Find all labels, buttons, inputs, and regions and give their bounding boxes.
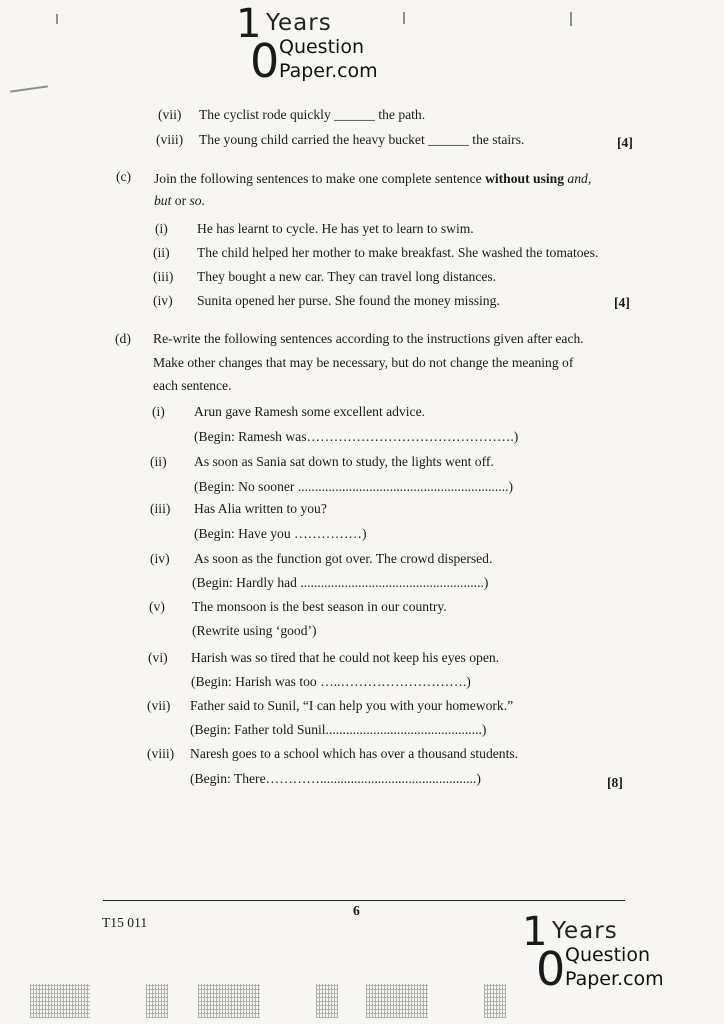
logo-line-question: Question — [565, 944, 650, 966]
section-d-instruction-3: each sentence. — [153, 378, 232, 393]
item-d-iii-hint: (Begin: Have you ……………) — [194, 526, 367, 541]
instruction-emphasis: without using — [485, 171, 568, 186]
logo-line-question: Question — [279, 36, 364, 58]
scan-mark — [570, 12, 572, 26]
logo-line-years: Years — [266, 10, 332, 36]
item-d-viii-hint: (Begin: There…………..............................................) — [190, 771, 481, 786]
scan-noise — [484, 984, 506, 1018]
item-c-ii-num: (ii) — [153, 245, 170, 260]
scan-noise — [30, 984, 90, 1018]
instruction-word-or: or — [171, 193, 190, 208]
item-d-i-text: Arun gave Ramesh some excellent advice. — [194, 404, 426, 419]
scan-noise — [316, 984, 338, 1018]
item-d-v-hint: (Rewrite using ‘good’) — [192, 623, 317, 638]
item-d-vi-num: (vi) — [148, 650, 168, 665]
instruction-word-and: and, — [567, 171, 592, 186]
item-b-vii-num: (vii) — [158, 107, 182, 122]
site-logo-bottom — [522, 909, 692, 1002]
item-b-viii-num: (viii) — [156, 132, 184, 147]
item-d-i-num: (i) — [152, 404, 165, 419]
item-c-i-num: (i) — [155, 221, 168, 236]
section-c-instruction-line2 — [154, 192, 205, 209]
item-c-iii-num: (iii) — [153, 269, 174, 284]
scan-mark — [56, 14, 58, 24]
item-b-viii-text: The young child carried the heavy bucket ______ the stairs. — [199, 132, 525, 147]
item-d-vi-text: Harish was so tired that he could not keep his eyes open. — [191, 650, 500, 665]
item-d-ii-hint: (Begin: No sooner ..............................................................) — [194, 479, 514, 494]
marks-c: [4] — [614, 295, 630, 310]
section-d-instruction-1: Re-write the following sentences according to the instructions given after each. — [153, 331, 584, 346]
logo-line-paper: Paper.com — [565, 968, 664, 990]
scan-noise — [146, 984, 168, 1018]
item-d-vi-hint: (Begin: Harish was too …..……………………….) — [191, 674, 471, 689]
section-c-instruction — [154, 170, 591, 187]
section-d-label: (d) — [115, 331, 131, 346]
marks-b: [4] — [617, 135, 633, 150]
page-number: 6 — [353, 903, 360, 918]
item-d-iv-text: As soon as the function got over. The crowd dispersed. — [194, 551, 493, 566]
logo-line-paper: Paper.com — [279, 60, 378, 82]
item-d-ii-text: As soon as Sania sat down to study, the lights went off. — [194, 454, 494, 469]
instruction-word-so: so. — [189, 193, 205, 208]
scan-noise — [198, 984, 260, 1018]
item-d-iii-text: Has Alia written to you? — [194, 501, 327, 516]
scan-noise — [366, 984, 428, 1018]
logo-digit-one: 1 — [522, 909, 548, 955]
item-c-iv-num: (iv) — [153, 293, 173, 308]
scan-mark — [403, 12, 405, 24]
paper-code: T15 011 — [102, 915, 148, 930]
logo-digit-zero: 0 — [250, 34, 280, 88]
marks-d: [8] — [607, 775, 623, 790]
item-b-vii-text: The cyclist rode quickly ______ the path. — [199, 107, 426, 122]
item-d-iv-num: (iv) — [150, 551, 170, 566]
item-d-iv-hint: (Begin: Hardly had ......................................................) — [192, 575, 489, 590]
item-c-iv-text: Sunita opened her purse. She found the money missing. — [197, 293, 500, 308]
item-d-v-num: (v) — [149, 599, 165, 614]
item-d-i-hint: (Begin: Ramesh was……………………………………….) — [194, 429, 519, 444]
item-d-vii-hint: (Begin: Father told Sunil..............................................) — [190, 722, 487, 737]
item-d-vii-num: (vii) — [147, 698, 171, 713]
item-d-iii-num: (iii) — [150, 501, 171, 516]
item-d-v-text: The monsoon is the best season in our country. — [192, 599, 447, 614]
item-d-vii-text: Father said to Sunil, “I can help you with your homework.” — [190, 698, 514, 713]
item-c-i-text: He has learnt to cycle. He has yet to learn to swim. — [197, 221, 474, 236]
item-d-viii-num: (viii) — [147, 746, 175, 761]
footer-rule — [103, 900, 625, 901]
instruction-text: Join the following sentences to make one complete sentence — [154, 171, 486, 186]
logo-digit-one: 1 — [236, 1, 262, 47]
scan-mark — [10, 85, 48, 92]
instruction-word-but: but — [154, 193, 172, 208]
site-logo-top — [236, 1, 406, 94]
logo-line-years: Years — [552, 918, 618, 944]
item-c-ii-text: The child helped her mother to make breakfast. She washed the tomatoes. — [197, 245, 599, 260]
logo-digit-zero: 0 — [536, 942, 566, 996]
item-d-ii-num: (ii) — [150, 454, 167, 469]
item-c-iii-text: They bought a new car. They can travel long distances. — [197, 269, 497, 284]
section-d-instruction-2: Make other changes that may be necessary, but do not change the meaning of — [153, 355, 574, 370]
section-c-label: (c) — [116, 169, 132, 184]
item-d-viii-text: Naresh goes to a school which has over a thousand students. — [190, 746, 519, 761]
